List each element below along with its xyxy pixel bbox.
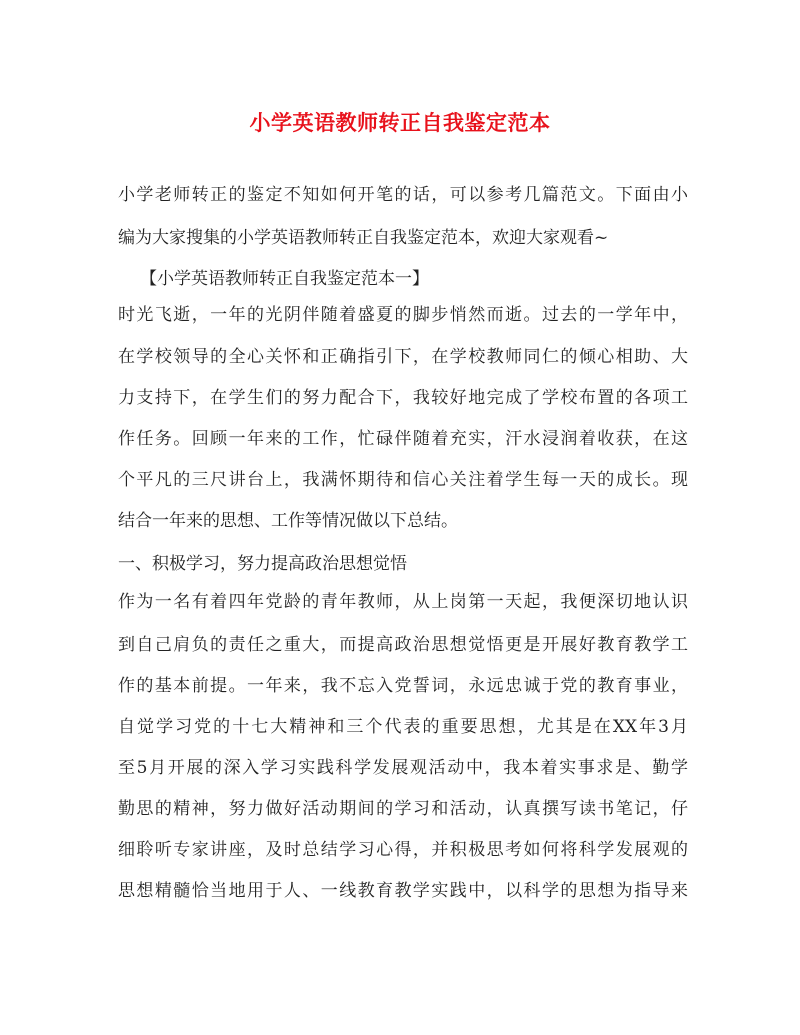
paragraph-line: 思想精髓恰当地用于人、一线教育教学实践中，以科学的思想为指导来 bbox=[118, 881, 688, 901]
paragraph-line: 勤思的精神，努力做好活动期间的学习和活动，认真撰写读书笔记，仔 bbox=[118, 799, 688, 819]
paragraph-line: 编为大家搜集的小学英语教师转正自我鉴定范本，欢迎大家观看~ bbox=[118, 228, 609, 248]
paragraph-line: 到自己肩负的责任之重大，而提高政治思想觉悟更是开展好教育教学工 bbox=[118, 635, 688, 655]
document-title: 小学英语教师转正自我鉴定范本 bbox=[249, 110, 551, 135]
paragraph-line: 在学校领导的全心关怀和正确指引下，在学校教师同仁的倾心相助、大 bbox=[118, 347, 688, 367]
paragraph-line: 细聆听专家讲座，及时总结学习心得，并积极思考如何将科学发展观的 bbox=[118, 840, 688, 860]
section-heading: 一、积极学习，努力提高政治思想觉悟 bbox=[118, 554, 407, 574]
paragraph-line: 个平凡的三尺讲台上，我满怀期待和信心关注着学生每一天的成长。现 bbox=[118, 470, 688, 490]
paragraph-line: 时光飞逝，一年的光阴伴随着盛夏的脚步悄然而逝。过去的一学年中， bbox=[118, 305, 688, 325]
paragraph-line: 力支持下，在学生们的努力配合下，我较好地完成了学校布置的各项工 bbox=[118, 388, 688, 408]
paragraph-line: 作的基本前提。一年来，我不忘入党誓词，永远忠诚于党的教育事业， bbox=[118, 676, 688, 696]
section-heading: 【小学英语教师转正自我鉴定范本一】 bbox=[140, 269, 429, 289]
paragraph-line: 至5月开展的深入学习实践科学发展观活动中，我本着实事求是、勤学 bbox=[118, 758, 688, 778]
paragraph-line: 作为一名有着四年党龄的青年教师，从上岗第一天起，我便深切地认识 bbox=[118, 592, 688, 612]
paragraph-line: 结合一年来的思想、工作等情况做以下总结。 bbox=[118, 511, 458, 531]
paragraph-line: 小学老师转正的鉴定不知如何开笔的话，可以参考几篇范文。下面由小 bbox=[118, 185, 688, 205]
paragraph-line: 作任务。回顾一年来的工作，忙碌伴随着充实，汗水浸润着收获，在这 bbox=[118, 429, 688, 449]
paragraph-line: 自觉学习党的十七大精神和三个代表的重要思想，尤其是在XX年3月 bbox=[118, 717, 688, 737]
